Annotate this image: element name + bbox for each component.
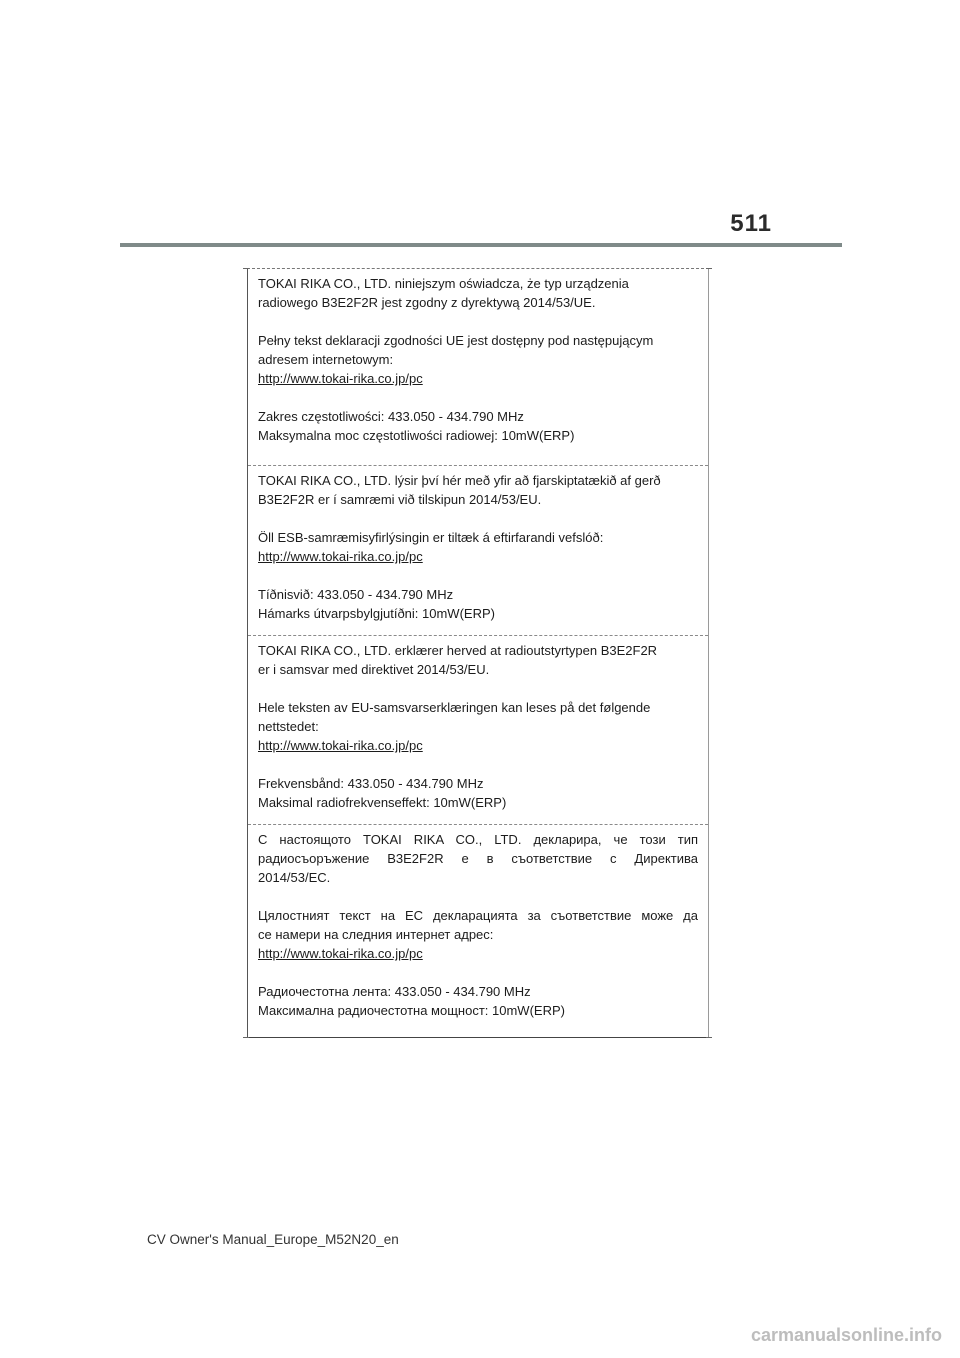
- max-power: Hámarks útvarpsbylgjutíðni: 10mW(ERP): [258, 606, 495, 621]
- access-line: Öll ESB-samræmisyfirlýsingin er tiltæk á eftirfarandi vefslóð:: [258, 530, 604, 545]
- declaration-section-no: [248, 635, 708, 824]
- frequency-range: Радиочестотна лента: 433.050 - 434.790 MHz: [258, 984, 531, 999]
- statement-paragraph: [258, 830, 698, 887]
- site-watermark: carmanualsonline.info: [750, 1325, 942, 1345]
- specs-paragraph: [258, 585, 698, 623]
- statement-line: TOKAI RIKA CO., LTD. lýsir því hér með yfir að fjarskiptatækið af gerð: [258, 473, 661, 488]
- declaration-url-link[interactable]: http://www.tokai-rika.co.jp/pc: [258, 371, 423, 386]
- specs-paragraph: [258, 982, 698, 1020]
- statement-line: er i samsvar med direktivet 2014/53/EU.: [258, 662, 490, 677]
- statement-line: radiowego B3E2F2R jest zgodny z dyrektywą 2014/53/UE.: [258, 295, 596, 310]
- header-rule: [120, 243, 842, 247]
- statement-paragraph: [258, 641, 698, 679]
- declaration-url-link[interactable]: http://www.tokai-rika.co.jp/pc: [258, 549, 423, 564]
- statement-line: B3E2F2R er í samræmi við tilskipun 2014/53/EU.: [258, 492, 542, 507]
- access-line: nettstedet:: [258, 719, 319, 734]
- specs-paragraph: [258, 407, 698, 445]
- access-paragraph: [258, 331, 698, 388]
- access-line: Цялостният текст на ЕС декларацията за съответствие може да: [258, 908, 698, 923]
- declaration-url-link[interactable]: http://www.tokai-rika.co.jp/pc: [258, 946, 423, 961]
- max-power: Максимална радиочестотна мощност: 10mW(ERP): [258, 1003, 565, 1018]
- statement-line: радиосъоръжение B3E2F2R е в съответствие с Директива: [258, 851, 698, 866]
- access-line: adresem internetowym:: [258, 352, 394, 367]
- declaration-url-link[interactable]: http://www.tokai-rika.co.jp/pc: [258, 738, 423, 753]
- scanned-declaration-sheet: [247, 268, 709, 1038]
- declaration-section-pl: [248, 269, 708, 465]
- declaration-section-is: [248, 465, 708, 635]
- access-line: се намери на следния интернет адрес:: [258, 927, 494, 942]
- access-paragraph: [258, 698, 698, 755]
- max-power: Maksymalna moc częstotliwości radiowej: 10mW(ERP): [258, 428, 575, 443]
- frequency-range: Zakres częstotliwości: 433.050 - 434.790 MHz: [258, 409, 524, 424]
- access-line: Pełny tekst deklaracji zgodności UE jest dostępny pod następującym: [258, 333, 654, 348]
- statement-line: С настоящото TOKAI RIKA CO., LTD. декларира, че този тип: [258, 832, 698, 847]
- access-paragraph: [258, 528, 698, 566]
- footer-manual-id: CV Owner's Manual_Europe_M52N20_en: [147, 1232, 399, 1247]
- statement-paragraph: [258, 471, 698, 509]
- frequency-range: Tíðnisvið: 433.050 - 434.790 MHz: [258, 587, 454, 602]
- crop-mark: [243, 268, 249, 269]
- access-line: Hele teksten av EU-samsvarserklæringen kan leses på det følgende: [258, 700, 651, 715]
- specs-paragraph: [258, 774, 698, 812]
- access-paragraph: [258, 906, 698, 963]
- max-power: Maksimal radiofrekvenseffekt: 10mW(ERP): [258, 795, 507, 810]
- statement-line: TOKAI RIKA CO., LTD. erklærer herved at radioutstyrtypen B3E2F2R: [258, 643, 658, 658]
- declaration-section-bg: [248, 824, 708, 1039]
- frequency-range: Frekvensbånd: 433.050 - 434.790 MHz: [258, 776, 484, 791]
- crop-mark: [706, 1037, 712, 1038]
- crop-mark: [706, 268, 712, 269]
- statement-paragraph: [258, 274, 698, 312]
- statement-line: 2014/53/ЕС.: [258, 870, 331, 885]
- crop-mark: [243, 1037, 249, 1038]
- statement-line: TOKAI RIKA CO., LTD. niniejszym oświadcza, że typ urządzenia: [258, 276, 629, 291]
- page-number: 511: [730, 210, 772, 237]
